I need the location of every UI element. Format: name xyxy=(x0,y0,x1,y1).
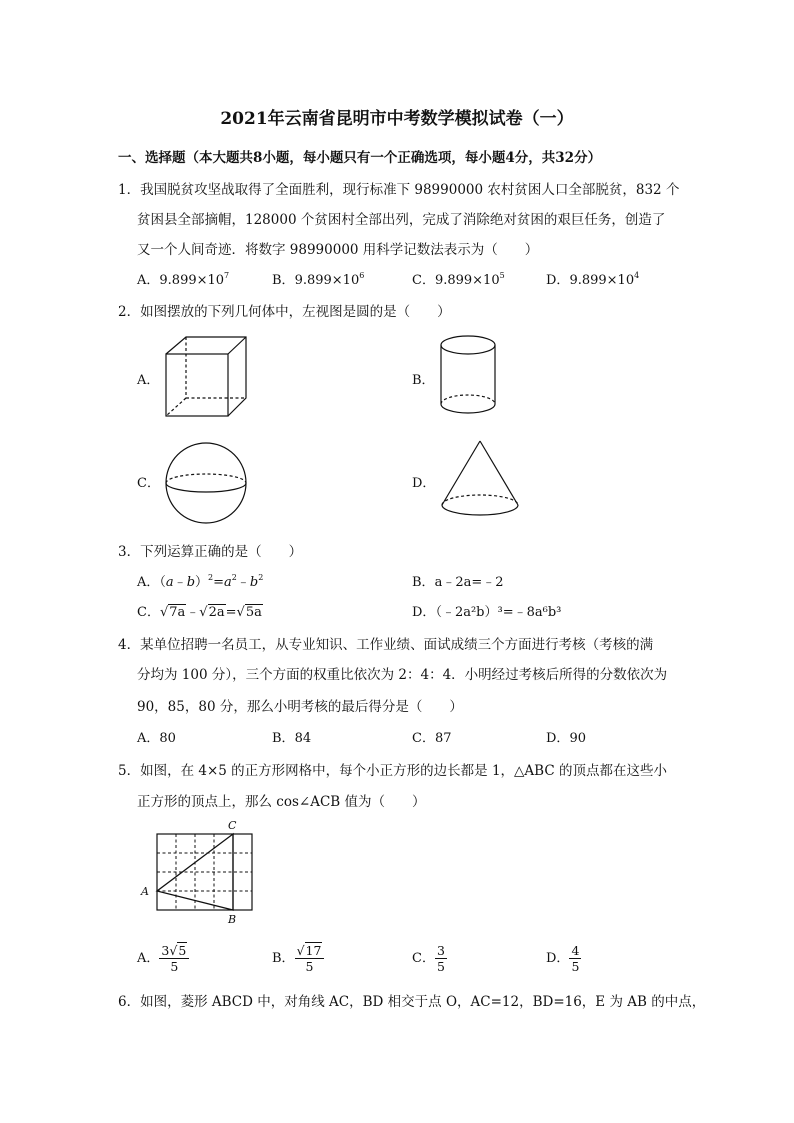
cylinder-figure xyxy=(436,330,500,422)
q3-option-a[interactable]: A．$(a﹣b)^2=a^2﹣b^2$ xyxy=(137,573,264,590)
q4-option-c[interactable]: C．87 xyxy=(412,731,452,746)
point-c-label: C xyxy=(228,819,237,832)
q5-option-d[interactable]: D． $\frac{4}{5}$ xyxy=(546,943,580,974)
q5-option-a[interactable]: A． $\frac{3√5}{5}$ xyxy=(137,943,189,974)
q5-line1: 5．如图，在 4×5 的正方形网格中，每个小正方形的边长都是 1，△ABC 的顶点都在这些小 xyxy=(118,763,667,779)
q1-line2: 贫困县全部摘帽，128000 个贫困村全部出列，完成了消除绝对贫困的艰巨任务，创造了 xyxy=(137,212,666,228)
q2-option-c-label[interactable]: C． xyxy=(137,476,160,491)
q4-option-d[interactable]: D．90 xyxy=(546,731,586,746)
q4-line1: 4．某单位招聘一名员工，从专业知识、工作业绩、面试成绩三个方面进行考核（考核的满 xyxy=(118,637,654,653)
q2-option-d-label[interactable]: D． xyxy=(412,476,436,491)
q4-line3: 90，85，80 分，那么小明考核的最后得分是（ ） xyxy=(137,699,463,715)
q1-option-c[interactable]: C．$9.899\times 10^5$ xyxy=(412,271,505,288)
q1-line1: 1．我国脱贫攻坚战取得了全面胜利，现行标准下 98990000 农村贫困人口全部脱贫，832 个 xyxy=(118,182,680,198)
page-title: 2021年云南省昆明市中考数学模拟试卷（一） xyxy=(220,109,574,129)
cube-figure xyxy=(160,334,252,420)
grid-triangle-figure xyxy=(136,816,268,928)
q3-option-c[interactable]: C．√7a﹣√2a=√5a xyxy=(137,605,262,620)
point-a-label: A xyxy=(141,885,149,898)
q5-option-c[interactable]: C． $\frac{3}{5}$ xyxy=(412,943,445,974)
q1-option-a[interactable]: A．$9.899\times 10^7$ xyxy=(137,271,230,288)
q4-option-a[interactable]: A．80 xyxy=(137,731,176,746)
sphere-figure xyxy=(162,439,250,527)
q2-option-a-label[interactable]: A． xyxy=(137,373,160,388)
q1-option-b[interactable]: B．$9.899\times 10^6$ xyxy=(272,271,365,288)
q6-line1: 6．如图，菱形 ABCD 中，对角线 AC，BD 相交于点 O，AC=12，BD=16，E 为 AB 的中点， xyxy=(118,994,706,1010)
section-heading: 一、选择题（本大题共8小题，每小题只有一个正确选项，每小题4分，共32分） xyxy=(118,150,602,166)
q1-line3: 又一个人间奇迹．将数字 98990000 用科学记数法表示为（ ） xyxy=(137,242,539,258)
point-b-label: B xyxy=(228,913,237,926)
q2-line1: 2．如图摆放的下列几何体中，左视图是圆的是（ ） xyxy=(118,304,451,320)
q4-line2: 分均为 100 分），三个方面的权重比依次为 2：4：4．小明经过考核后所得的分数依次为 xyxy=(137,667,668,683)
q3-option-d[interactable]: D．（﹣2a²b）³=﹣8a⁶b³ xyxy=(412,605,562,620)
q3-option-b[interactable]: B．a﹣2a=﹣2 xyxy=(412,575,504,590)
q5-line2: 正方形的顶点上，那么 cos∠ACB 值为（ ） xyxy=(137,794,426,810)
q2-option-b-label[interactable]: B． xyxy=(412,373,435,388)
q3-line1: 3．下列运算正确的是（ ） xyxy=(118,544,303,560)
q5-option-b[interactable]: B． $\frac{√17}{5}$ xyxy=(272,943,324,974)
cone-figure xyxy=(436,438,524,524)
q1-option-d[interactable]: D．$9.899\times 10^4$ xyxy=(546,271,640,288)
q4-option-b[interactable]: B．84 xyxy=(272,731,312,746)
